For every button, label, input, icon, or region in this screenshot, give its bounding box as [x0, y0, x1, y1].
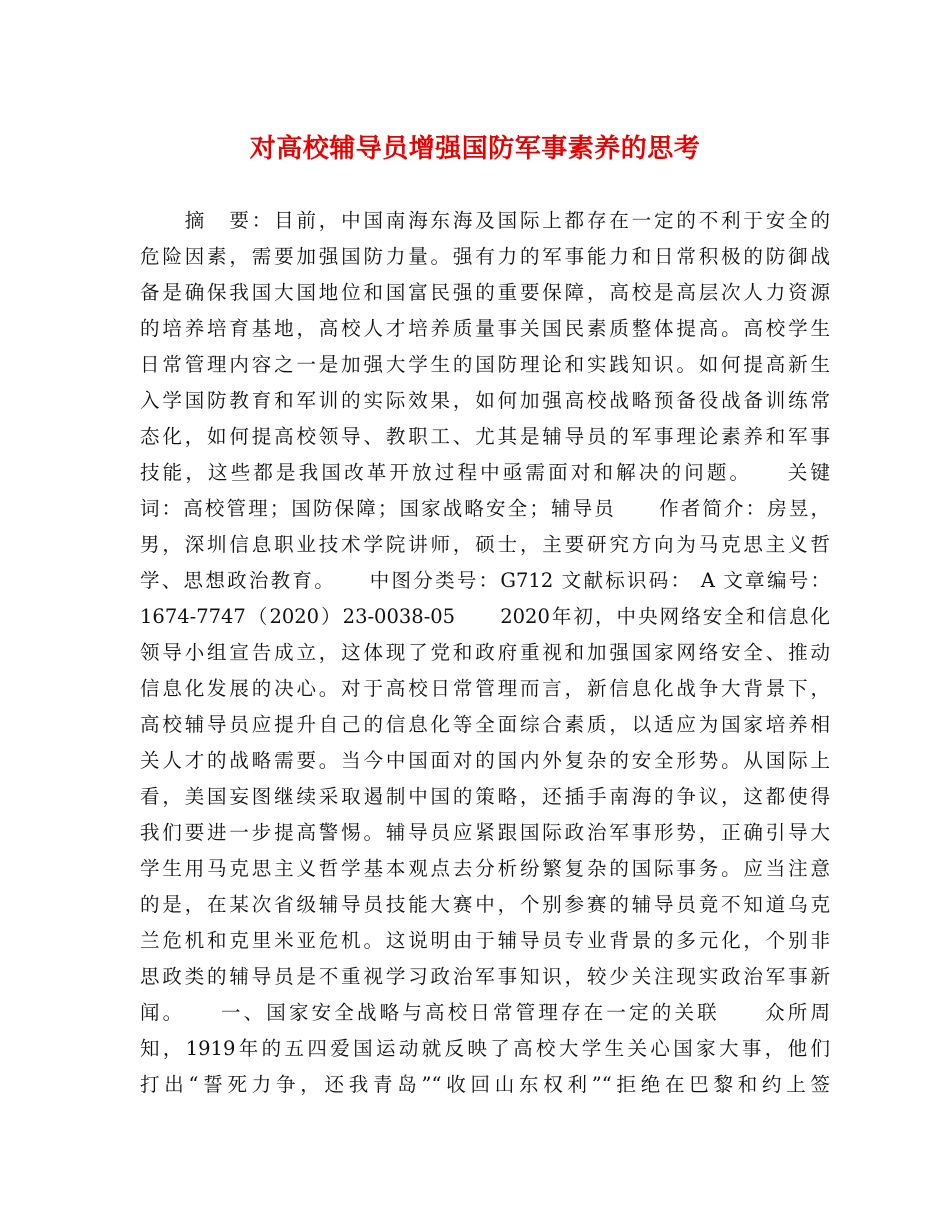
body-line: 的是，在某次省级辅导员技能大赛中，个别参赛的辅导员竟不知道乌克: [140, 893, 830, 916]
document-title: 对高校辅导员增强国防军事素养的思考: [249, 134, 701, 164]
body-line: 思政类的辅导员是不重视学习政治军事知识，较少关注现实政治军事新: [140, 965, 830, 988]
body-line: 备是确保我国大国地位和国富民强的重要保障，高校是高层次人力资源: [140, 281, 830, 304]
body-line: 知，1919年的五四爱国运动就反映了高校大学生关心国家大事，他们: [140, 1037, 830, 1060]
body-line: 摘 要：目前，中国南海东海及国际上都存在一定的不利于安全的: [140, 209, 830, 232]
body-line: 男，深圳信息职业技术学院讲师，硕士，主要研究方向为马克思主义哲: [140, 533, 830, 556]
body-line: 打出“誓死力争，还我青岛”“收回山东权利”“拒绝在巴黎和约上签: [140, 1073, 830, 1096]
body-line: 危险因素，需要加强国防力量。强有力的军事能力和日常积极的防御战: [140, 245, 830, 268]
body-text: [140, 203, 830, 1103]
body-line: 学生用马克思主义哲学基本观点去分析纷繁复杂的国际事务。应当注意: [140, 857, 830, 880]
body-line: 的培养培育基地，高校人才培养质量事关国民素质整体提高。高校学生: [140, 317, 830, 340]
body-line: 关人才的战略需要。当今中国面对的国内外复杂的安全形势。从国际上: [140, 749, 830, 772]
body-line: 看，美国妄图继续采取遏制中国的策略，还插手南海的争议，这都使得: [140, 785, 830, 808]
body-line: 态化，如何提高校领导、教职工、尤其是辅导员的军事理论素养和军事: [140, 425, 830, 448]
body-line: 入学国防教育和军训的实际效果，如何加强高校战略预备役战备训练常: [140, 389, 830, 412]
body-line: 1674-7747（2020）23-0038-05 2020年初，中央网络安全和信息化: [140, 605, 830, 628]
body-line: 技能，这些都是我国改革开放过程中亟需面对和解决的问题。 关键: [140, 461, 830, 484]
body-line: 闻。 一、国家安全战略与高校日常管理存在一定的关联 众所周: [140, 1001, 830, 1024]
body-line: 兰危机和克里米亚危机。这说明由于辅导员专业背景的多元化，个别非: [140, 929, 830, 952]
body-line: 词：高校管理；国防保障；国家战略安全；辅导员 作者简介：房昱，: [140, 497, 830, 520]
body-line: 高校辅导员应提升自己的信息化等全面综合素质，以适应为国家培养相: [140, 713, 830, 736]
body-line: 我们要进一步提高警惕。辅导员应紧跟国际政治军事形势，正确引导大: [140, 821, 830, 844]
body-line: 领导小组宣告成立，这体现了党和政府重视和加强国家网络安全、推动: [140, 641, 830, 664]
body-line: 日常管理内容之一是加强大学生的国防理论和实践知识。如何提高新生: [140, 353, 830, 376]
body-line: 学、思想政治教育。 中图分类号：G712 文献标识码： A 文章编号：: [140, 569, 830, 592]
body-line: 信息化发展的决心。对于高校日常管理而言，新信息化战争大背景下，: [140, 677, 830, 700]
